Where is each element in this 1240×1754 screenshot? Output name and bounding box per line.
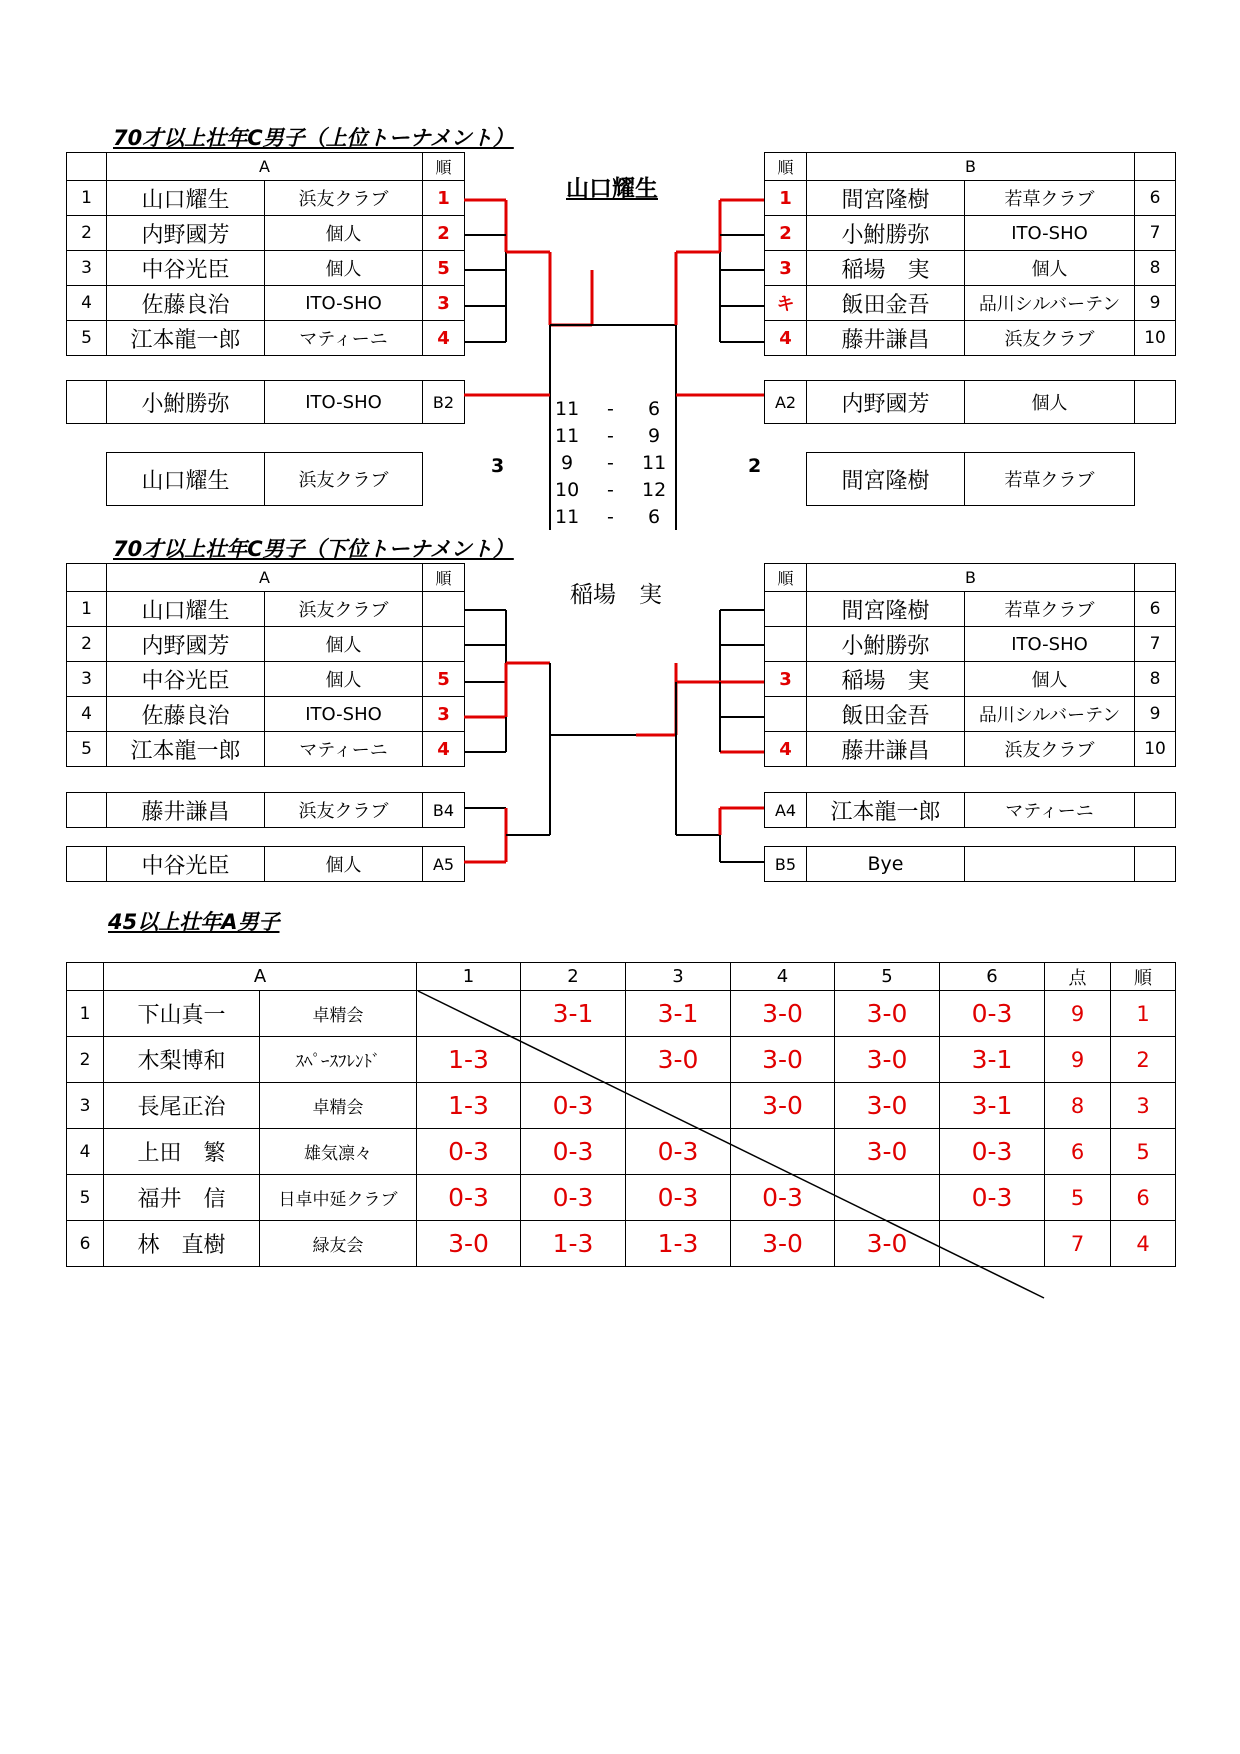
game-score-row: 11 - 9 [555, 425, 661, 447]
rank-header: 順 [765, 153, 807, 181]
group-header: B [807, 153, 1135, 181]
seed-label: A4 [765, 793, 807, 828]
table-row: 3 稲場 実 個人 8 [765, 251, 1176, 286]
player-club: ITO-SHO [265, 286, 423, 321]
player-name: 下山真一 [104, 991, 260, 1037]
lower-title: 70才以上壮年C男子（下位トーナメント） [113, 537, 514, 561]
player-rank: 1 [423, 181, 465, 216]
group-header: A [104, 963, 417, 991]
lower-left-seed-1: 藤井謙昌 浜友クラブ B4 [66, 792, 465, 828]
player-rank: 5 [423, 251, 465, 286]
table-row: 5 江本龍一郎 マティーニ 4 [67, 321, 465, 356]
player-club: 個人 [265, 251, 423, 286]
final-sets-right: 2 [748, 455, 762, 477]
points-header: 点 [1045, 963, 1111, 991]
seed-label: A5 [423, 847, 465, 882]
diagonal-line [418, 991, 1044, 1298]
table-row: 間宮隆樹 若草クラブ 6 [765, 592, 1176, 627]
lower-right-seed-2: B5 Bye [764, 846, 1176, 882]
player-rank: 3 [423, 286, 465, 321]
table-row: 1 間宮隆樹 若草クラブ 6 [765, 181, 1176, 216]
table-row: 6 林 直樹 緑友会 3-0 1-3 1-3 3-0 3-0 7 4 [67, 1221, 1176, 1267]
table-row: キ 飯田金吾 品川シルバーテン 9 [765, 286, 1176, 321]
table-row: 3 中谷光臣 個人 5 [67, 251, 465, 286]
player-name: 中谷光臣 [107, 251, 265, 286]
lower-left-seed-2: 中谷光臣 個人 A5 [66, 846, 465, 882]
game-score-row: 11 - 6 [555, 506, 661, 528]
table-row: 2 内野國芳 個人 [67, 627, 465, 662]
table-row: 1 山口耀生 浜友クラブ [67, 592, 465, 627]
player-name: 山口耀生 [107, 181, 265, 216]
table-row: 小鮒勝弥 ITO-SHO 7 [765, 627, 1176, 662]
table-row: 5 江本龍一郎 マティーニ 4 [67, 732, 465, 767]
player-name: 内野國芳 [107, 216, 265, 251]
table-row: 2 内野國芳 個人 2 [67, 216, 465, 251]
table-row: 3 稲場 実 個人 8 [765, 662, 1176, 697]
upper-right-seed: A2 内野國芳 個人 [764, 380, 1176, 424]
seed-label: A2 [765, 381, 807, 424]
player-club: ITO-SHO [265, 381, 423, 424]
game-score-row: 9 - 11 [561, 452, 667, 474]
seed-label: B2 [423, 381, 465, 424]
final-sets-left: 3 [491, 455, 505, 477]
table-row: 4 佐藤良治 ITO-SHO 3 [67, 697, 465, 732]
seed-label: B5 [765, 847, 807, 882]
table-row: 4 佐藤良治 ITO-SHO 3 [67, 286, 465, 321]
table-row: 1 下山真一 卓精会 3-1 3-1 3-0 3-0 0-3 9 1 [67, 991, 1176, 1037]
player-rank: 2 [423, 216, 465, 251]
game-score-row: 10 - 12 [555, 479, 667, 501]
finalist-club: 浜友クラブ [265, 453, 423, 506]
rank-header: 順 [1111, 963, 1176, 991]
player-name: 江本龍一郎 [107, 321, 265, 356]
table-row: 3 中谷光臣 個人 5 [67, 662, 465, 697]
table-row: 3 長尾正治 卓精会 1-3 0-3 3-0 3-0 3-1 8 3 [67, 1083, 1176, 1129]
table-row: 4 藤井謙昌 浜友クラブ 10 [765, 321, 1176, 356]
table-row: 2 木梨博和 ｽﾍﾟｰｽﾌﾚﾝﾄﾞ 1-3 3-0 3-0 3-0 3-1 9 2 [67, 1037, 1176, 1083]
player-name: 佐藤良治 [107, 286, 265, 321]
league-table: A 1 2 3 4 5 6 点 順 1 下山真一 卓精会 3-1 3-1 3-0 3-0 0-3 9 1 2 木梨博和 ｽﾍﾟｰｽﾌﾚﾝﾄﾞ 1-3 3-0 3-0 3-0 3-1 9 2 3 長尾正治 卓精会 1-3 0-3 3-0 3-0 3-1 8 3 4 上田 繁 雄気凛々 0-3 0-3 0-3 3-0 0-3 6 5 5 福井 信 日卓中延クラブ 0-3 0-3 0-3 0-3 0-3 5 6 6 林 直樹 緑友会 3-0 1-3 1-3 3-0 3-0 7 4 [66, 962, 1176, 1267]
table-row: 1 山口耀生 浜友クラブ 1 [67, 181, 465, 216]
group-header: A [107, 564, 423, 592]
upper-title: 70才以上壮年C男子（上位トーナメント） [113, 126, 514, 150]
league-title: 45以上壮年A男子 [108, 910, 280, 934]
player-club: マティーニ [265, 321, 423, 356]
finalist-name: 山口耀生 [107, 453, 265, 506]
rank-header: 順 [423, 564, 465, 592]
player-rank: 4 [423, 321, 465, 356]
lower-champion: 稲場 実 [570, 582, 662, 608]
game-score-row: 11 - 6 [555, 398, 661, 420]
upper-champion: 山口耀生 [566, 176, 658, 202]
finalist-club: 若草クラブ [965, 453, 1135, 506]
rank-header: 順 [423, 153, 465, 181]
lower-right-seed-1: A4 江本龍一郎 マティーニ [764, 792, 1176, 828]
table-row: 2 小鮒勝弥 ITO-SHO 7 [765, 216, 1176, 251]
group-header: A [107, 153, 423, 181]
seed-label: B4 [423, 793, 465, 828]
player-name: 小鮒勝弥 [107, 381, 265, 424]
table-row: 飯田金吾 品川シルバーテン 9 [765, 697, 1176, 732]
table-row: 5 福井 信 日卓中延クラブ 0-3 0-3 0-3 0-3 0-3 5 6 [67, 1175, 1176, 1221]
player-club: 浜友クラブ [265, 181, 423, 216]
rank-header: 順 [765, 564, 807, 592]
finalist-name: 間宮隆樹 [807, 453, 965, 506]
table-row: 4 藤井謙昌 浜友クラブ 10 [765, 732, 1176, 767]
player-club: 卓精会 [260, 991, 417, 1037]
player-club: 個人 [265, 216, 423, 251]
group-header: B [807, 564, 1135, 592]
table-row: 4 上田 繁 雄気凛々 0-3 0-3 0-3 3-0 0-3 6 5 [67, 1129, 1176, 1175]
